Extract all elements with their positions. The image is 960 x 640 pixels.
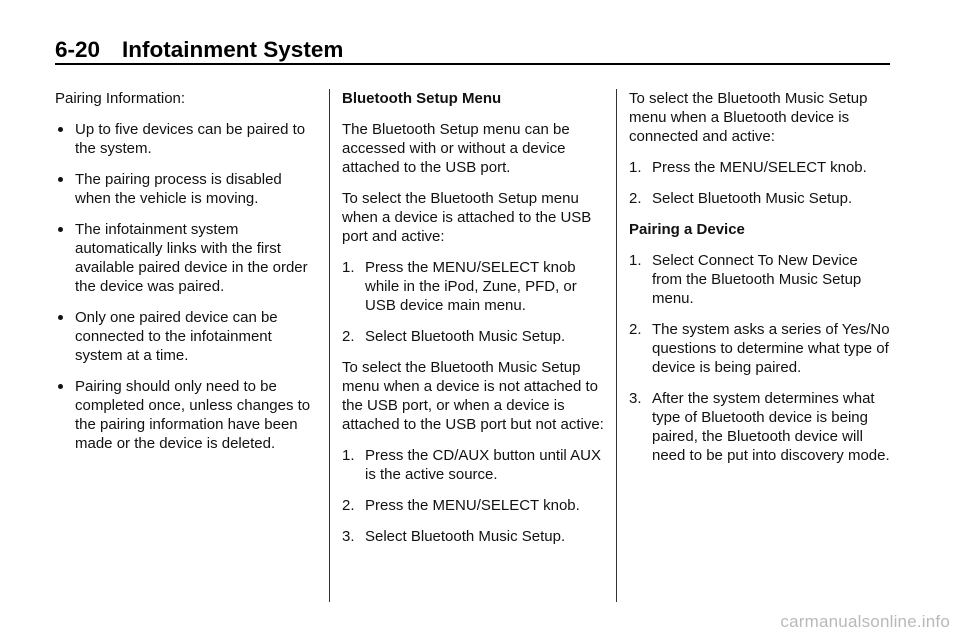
step-item: 1. Press the MENU/SELECT knob. bbox=[629, 159, 867, 176]
step-item: 2. The system asks a series of Yes/No questions to determine what type of device is being paired. bbox=[629, 321, 890, 376]
bullet-icon bbox=[58, 384, 63, 389]
paragraph: To select the Bluetooth Setup menu when a device is attached to the USB port and active: bbox=[342, 190, 592, 245]
page-header bbox=[55, 36, 890, 64]
list-item: Pairing should only need to be completed once, unless changes to the pairing information have been made or the device is deleted. bbox=[55, 377, 317, 453]
column-divider-1 bbox=[329, 89, 330, 602]
step-item: 1. Press the MENU/SELECT knob while in the iPod, Zune, PFD, or USB device main menu. bbox=[342, 259, 577, 314]
bullet-icon bbox=[58, 177, 63, 182]
step-item: 2. Select Bluetooth Music Setup. bbox=[629, 190, 853, 207]
bullet-icon bbox=[58, 127, 63, 132]
list-item: The pairing process is disabled when the vehicle is moving. bbox=[55, 170, 317, 208]
paragraph: To select the Bluetooth Music Setup menu when a Bluetooth device is connected and active: bbox=[629, 90, 868, 145]
bullet-icon bbox=[58, 315, 63, 320]
section-heading-bluetooth-setup: Bluetooth Setup Menu bbox=[342, 90, 502, 107]
column-1 bbox=[55, 89, 317, 465]
page-number: 6-20 bbox=[55, 37, 101, 62]
step-item: 3. Select Bluetooth Music Setup. bbox=[342, 528, 566, 545]
list-item: Up to five devices can be paired to the system. bbox=[55, 120, 317, 158]
paragraph: To select the Bluetooth Music Setup menu when a device is not attached to the USB port, or when a device is attached to the USB port but not active: bbox=[342, 359, 604, 433]
column-3 bbox=[629, 89, 891, 477]
step-item: 1. Select Connect To New Device from the Bluetooth Music Setup menu. bbox=[629, 252, 862, 307]
header-rule bbox=[55, 63, 890, 65]
step-item: 2. Press the MENU/SELECT knob. bbox=[342, 497, 580, 514]
pairing-info-intro: Pairing Information: bbox=[55, 90, 186, 107]
step-item: 1. Press the CD/AUX button until AUX is the active source. bbox=[342, 447, 601, 483]
section-heading-pairing-device: Pairing a Device bbox=[629, 221, 745, 238]
step-item: 3. After the system determines what type of Bluetooth device is being paired, the Bluetooth device will need to be put into discovery mode. bbox=[629, 390, 890, 464]
watermark-link[interactable]: carmanualsonline.info bbox=[780, 612, 950, 631]
list-item: The infotainment system automatically links with the first available paired device in the order the device was paired. bbox=[55, 220, 317, 296]
list-item: Only one paired device can be connected to the infotainment system at a time. bbox=[55, 308, 317, 365]
paragraph: The Bluetooth Setup menu can be accessed with or without a device attached to the USB port. bbox=[342, 121, 570, 176]
section-title: Infotainment System bbox=[122, 37, 344, 62]
column-2 bbox=[342, 89, 604, 558]
column-divider-2 bbox=[616, 89, 617, 602]
step-item: 2. Select Bluetooth Music Setup. bbox=[342, 328, 566, 345]
bullet-icon bbox=[58, 227, 63, 232]
